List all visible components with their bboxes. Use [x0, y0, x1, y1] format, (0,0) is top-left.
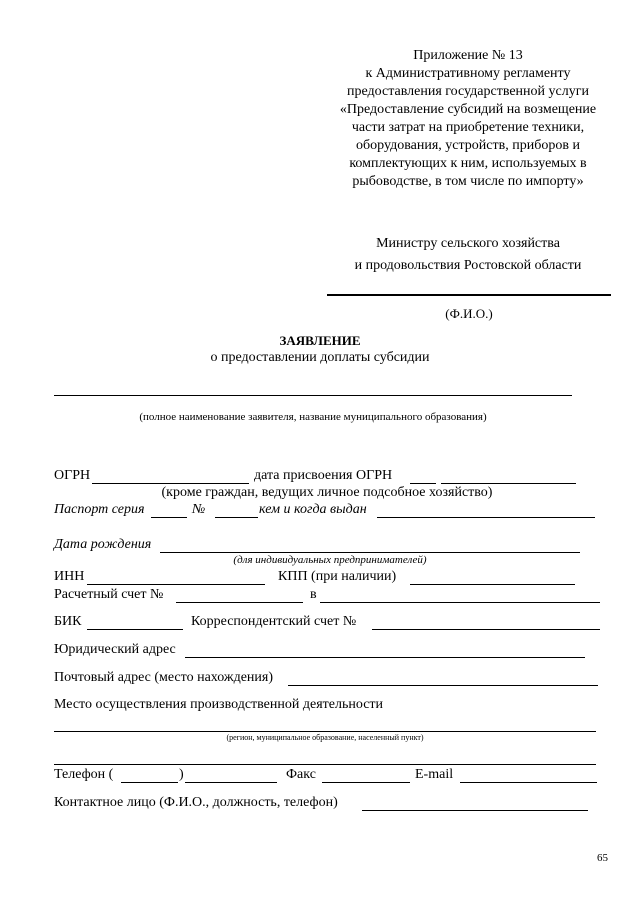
bank-field[interactable] [320, 602, 600, 603]
region-caption: (регион, муниципальное образование, населенный пункт) [226, 733, 424, 742]
fax-label: Факс [286, 767, 316, 782]
passport-number-field[interactable] [215, 517, 258, 518]
production-place-field[interactable] [54, 731, 596, 732]
postal-address-field[interactable] [288, 685, 598, 686]
passport-issued-field[interactable] [377, 517, 595, 518]
fio-caption: (Ф.И.О.) [445, 306, 493, 321]
phone-code-field[interactable] [121, 782, 178, 783]
addressee-line-1: Министру сельского хозяйства [376, 236, 560, 251]
fio-line[interactable] [327, 294, 611, 296]
ogrn-field[interactable] [92, 483, 249, 484]
phone-close: ) [179, 767, 184, 782]
birth-date-field[interactable] [160, 552, 580, 553]
corr-account-field[interactable] [372, 629, 600, 630]
ogrn-date-field-1[interactable] [410, 483, 436, 484]
passport-series-label: Паспорт серия [54, 502, 145, 517]
contact-field[interactable] [362, 810, 588, 811]
production-place-field-2[interactable] [54, 764, 596, 765]
legal-address-label: Юридический адрес [54, 642, 176, 657]
passport-series-field[interactable] [151, 517, 187, 518]
passport-issued-label: кем и когда выдан [259, 502, 367, 517]
document-subtitle: о предоставлении доплаты субсидии [210, 350, 430, 365]
page-number: 65 [597, 852, 608, 864]
document-title: ЗАЯВЛЕНИЕ [279, 333, 361, 348]
header-line-4: «Предоставление субсидий на возмещение [339, 102, 597, 117]
ogrn-label: ОГРН [54, 468, 91, 483]
production-place-label: Место осуществления производственной деятельности [54, 697, 384, 712]
applicant-name-line[interactable] [54, 395, 572, 396]
bik-field[interactable] [87, 629, 183, 630]
postal-address-label: Почтовый адрес (место нахождения) [54, 670, 273, 685]
kpp-label: КПП (при наличии) [278, 569, 397, 584]
header-line-3: предоставления государственной услуги [347, 84, 589, 99]
header-line-8: рыбоводстве, в том числе по импорту» [352, 174, 584, 189]
fax-field[interactable] [322, 782, 410, 783]
passport-number-label: № [192, 502, 206, 517]
email-field[interactable] [460, 782, 597, 783]
ogrn-date-field-2[interactable] [441, 483, 576, 484]
inn-label: ИНН [54, 569, 85, 584]
account-field[interactable] [176, 602, 303, 603]
bank-in-label: в [310, 587, 317, 602]
kpp-field[interactable] [410, 584, 575, 585]
inn-field[interactable] [87, 584, 265, 585]
corr-account-label: Корреспондентский счет № [191, 614, 357, 629]
applicant-caption: (полное наименование заявителя, название муниципального образования) [139, 411, 487, 423]
addressee-line-2: и продовольствия Ростовской области [354, 258, 582, 273]
contact-label: Контактное лицо (Ф.И.О., должность, телефон) [54, 795, 338, 810]
account-label: Расчетный счет № [54, 587, 164, 602]
bik-label: БИК [54, 614, 82, 629]
phone-label: Телефон ( [54, 767, 114, 782]
header-line-1: Приложение № 13 [413, 48, 523, 63]
birth-date-label: Дата рождения [54, 537, 152, 552]
ogrn-note: (кроме граждан, ведущих личное подсобное хозяйство) [161, 485, 493, 500]
ogrn-date-label: дата присвоения ОГРН [254, 468, 393, 483]
header-line-5: части затрат на приобретение техники, [351, 120, 585, 135]
header-line-2: к Административному регламенту [365, 66, 571, 81]
email-label: E-mail [415, 767, 454, 782]
phone-field[interactable] [185, 782, 277, 783]
header-line-6: оборудования, устройств, приборов и [356, 138, 580, 153]
ip-note: (для индивидуальных предпринимателей) [233, 554, 427, 566]
legal-address-field[interactable] [185, 657, 585, 658]
header-line-7: комплектующих к ним, используемых в [349, 156, 587, 171]
